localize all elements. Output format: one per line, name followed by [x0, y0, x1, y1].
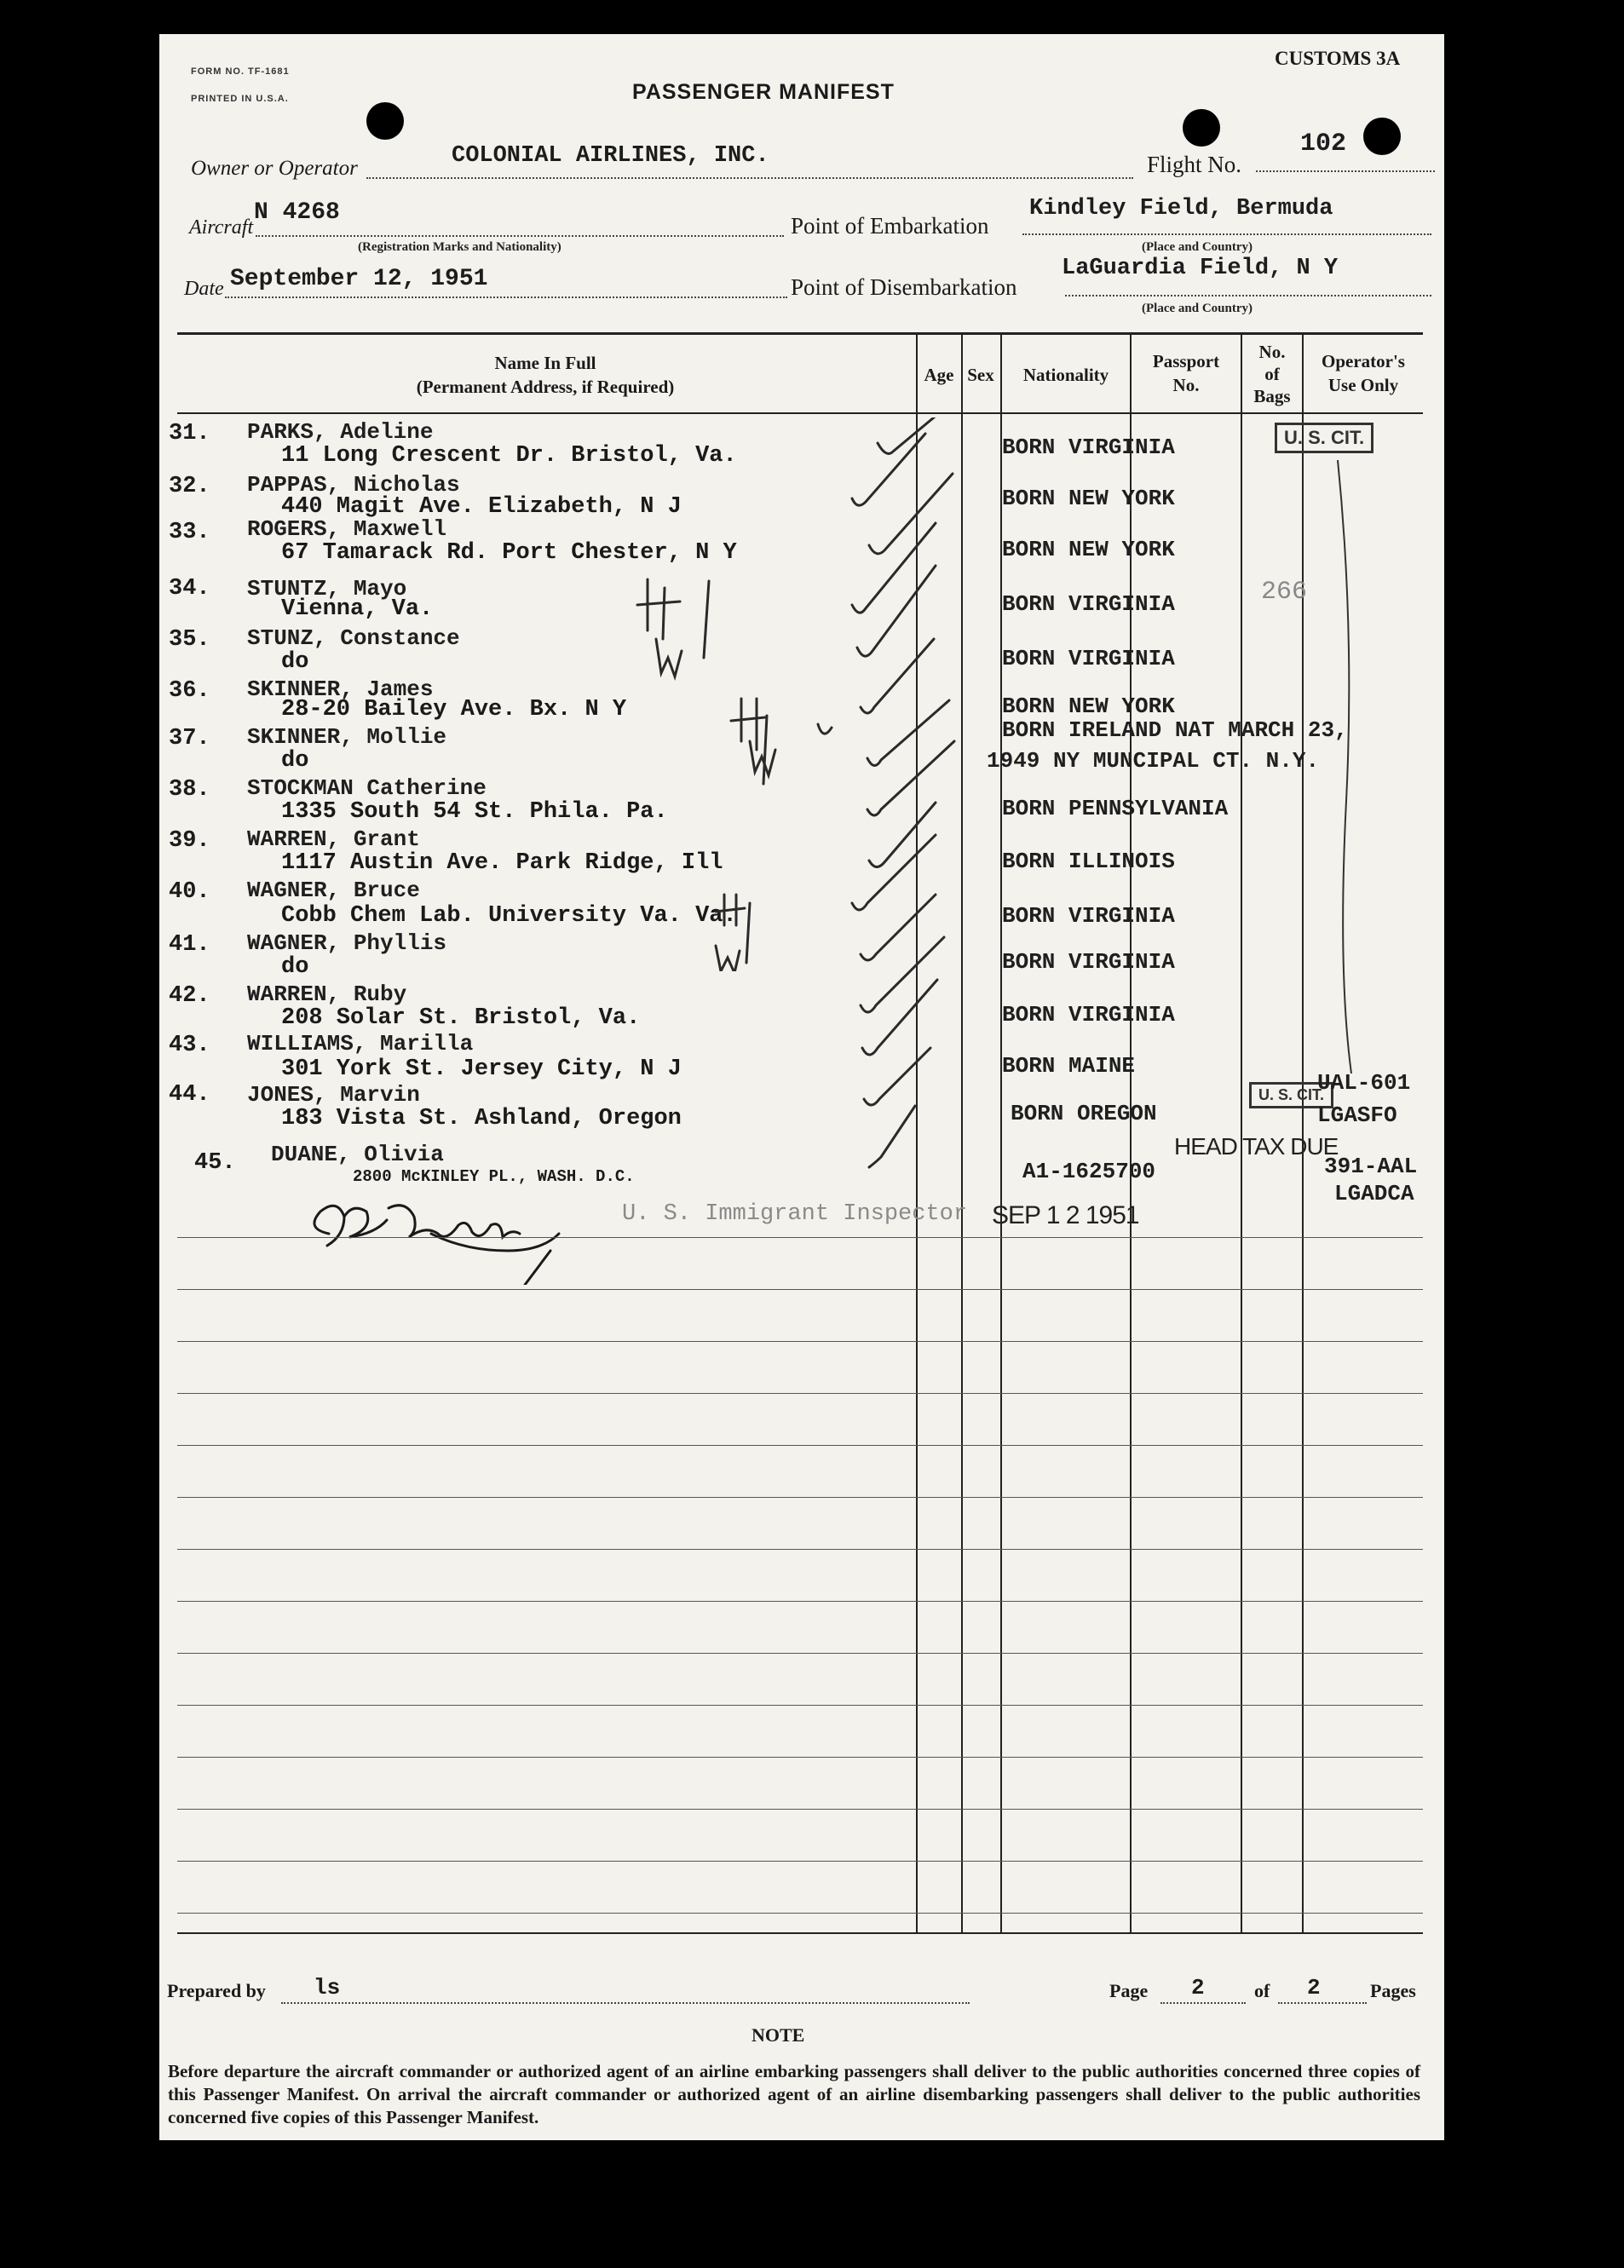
punch-hole — [1363, 118, 1401, 155]
passenger-address: 28-20 Bailey Ave. Bx. N Y — [281, 697, 627, 722]
nationality-continuation: 1949 NY MUNCIPAL CT. N.Y. — [987, 748, 1320, 774]
row-number: 34. — [169, 576, 210, 602]
embark-caption: (Place and Country) — [1142, 240, 1253, 254]
passenger-name: SKINNER, James — [247, 676, 434, 702]
passenger-address: 440 Magit Ave. Elizabeth, N J — [281, 494, 682, 520]
row-number: 37. — [169, 726, 210, 751]
col-header-operator-1: Operator's — [1322, 351, 1405, 371]
passenger-address: 1335 South 54 St. Phila. Pa. — [281, 799, 668, 825]
passenger-nationality: BORN VIRGINIA — [1002, 591, 1175, 617]
passenger-address: 67 Tamarack Rd. Port Chester, N Y — [281, 540, 737, 566]
passenger-nationality: BORN MAINE — [1002, 1053, 1136, 1079]
table-top-border — [177, 332, 1423, 335]
prepared-dots — [281, 2002, 970, 2004]
ruled-line — [177, 1393, 1423, 1394]
passenger-address: 11 Long Crescent Dr. Bristol, Va. — [281, 443, 737, 469]
of-dots — [1278, 2002, 1367, 2004]
passenger-address: 183 Vista St. Ashland, Oregon — [281, 1106, 682, 1131]
aircraft-caption: (Registration Marks and Nationality) — [358, 240, 561, 254]
passenger-name: PAPPAS, Nicholas — [247, 472, 460, 498]
col-header-sex: Sex — [967, 365, 994, 385]
passenger-nationality: BORN NEW YORK — [1002, 486, 1175, 511]
us-citizen-stamp-2: U. S. CIT. — [1249, 1082, 1333, 1108]
disembark-dots — [1065, 295, 1431, 296]
row-number: 44. — [169, 1082, 210, 1108]
pages-label: Pages — [1370, 1980, 1416, 2001]
passenger-nationality: BORN NEW YORK — [1002, 537, 1175, 562]
row-number: 31. — [169, 421, 210, 446]
ruled-line — [177, 1445, 1423, 1446]
col-header-nationality: Nationality — [1022, 365, 1109, 385]
page-label: Page — [1109, 1980, 1149, 2001]
handwriting-check-marks — [818, 417, 1014, 1184]
flight-dots — [1256, 170, 1435, 172]
ruled-line — [177, 1809, 1423, 1810]
ruled-line — [177, 1653, 1423, 1654]
passenger-nationality: BORN PENNSYLVANIA — [1002, 796, 1229, 821]
owner-label: Owner or Operator — [191, 157, 358, 180]
col-header-operator-2: Use Only — [1327, 375, 1399, 395]
lgasfo-code: LGASFO — [1317, 1102, 1397, 1128]
ruled-line — [177, 1289, 1423, 1290]
col-header-bags-1: No. — [1258, 342, 1286, 362]
table-header-border — [177, 412, 1423, 414]
punch-hole — [1183, 109, 1220, 147]
ruled-line — [177, 1705, 1423, 1706]
col-header-name — [256, 351, 835, 399]
page-title: PASSENGER MANIFEST — [632, 80, 895, 104]
ruled-line — [177, 1861, 1423, 1862]
passenger-nationality: BORN VIRGINIA — [1002, 903, 1175, 929]
passenger-nationality: BORN VIRGINIA — [1002, 435, 1175, 460]
col-header-bags-3: Bags — [1253, 386, 1291, 406]
passenger-nationality: BORN VIRGINIA — [1002, 646, 1175, 671]
row-number: 35. — [169, 627, 210, 653]
note-title: NOTE — [752, 2024, 805, 2046]
ruled-line — [177, 1237, 1423, 1238]
owner-value: COLONIAL AIRLINES, INC. — [452, 143, 769, 169]
col-header-passport-2: No. — [1172, 375, 1200, 395]
embark-label: Point of Embarkation — [791, 213, 989, 239]
disembark-caption: (Place and Country) — [1142, 302, 1253, 315]
flight-value: 102 — [1300, 130, 1347, 158]
passenger-name: ROGERS, Maxwell — [247, 516, 447, 542]
passenger-address: do — [281, 954, 309, 980]
handwriting-marks — [631, 571, 844, 971]
inspector-signature — [303, 1191, 585, 1285]
inspector-label: U. S. Immigrant Inspector — [622, 1201, 968, 1227]
row-number: 40. — [169, 879, 210, 905]
customs-label: CUSTOMS 3A — [1275, 48, 1401, 69]
prepared-value: ls — [314, 1975, 341, 2000]
embark-value: Kindley Field, Bermuda — [1029, 196, 1333, 222]
page-dots — [1160, 2002, 1246, 2004]
row-number: 32. — [169, 474, 210, 499]
of-label: of — [1254, 1980, 1270, 2001]
table-bottom-border — [177, 1932, 1423, 1934]
page-value: 2 — [1191, 1975, 1205, 2000]
passenger-name: STUNTZ, Mayo — [247, 576, 407, 602]
printed-in: PRINTED IN U.S.A. — [191, 94, 289, 104]
col-header-operator — [1304, 349, 1423, 397]
bags-count: 266 — [1261, 578, 1308, 607]
aircraft-value: N 4268 — [254, 199, 340, 226]
row-number: 41. — [169, 932, 210, 958]
col-header-bags-2: of — [1264, 364, 1280, 384]
passenger-address: 301 York St. Jersey City, N J — [281, 1056, 682, 1082]
passenger-nationality: BORN OREGON — [1011, 1101, 1157, 1126]
passenger-name: WARREN, Grant — [247, 826, 420, 852]
row-number: 38. — [169, 777, 210, 803]
row-number: 33. — [169, 520, 210, 545]
col-header-age: Age — [924, 365, 954, 385]
aal-code: 391-AAL — [1324, 1154, 1418, 1179]
row-number: 45. — [194, 1150, 236, 1176]
embark-dots — [1022, 233, 1431, 235]
row-number: 39. — [169, 828, 210, 854]
col-header-passport — [1132, 349, 1241, 397]
aircraft-label: Aircraft — [189, 216, 254, 239]
disembark-value: LaGuardia Field, N Y — [1062, 256, 1339, 281]
passenger-nationality: BORN VIRGINIA — [1002, 949, 1175, 975]
row-number: 43. — [169, 1033, 210, 1058]
passenger-name: SKINNER, Mollie — [247, 724, 447, 750]
row-number: 42. — [169, 983, 210, 1009]
passenger-nationality: A1-1625700 — [1022, 1159, 1156, 1184]
passenger-nationality: BORN NEW YORK — [1002, 694, 1175, 719]
passenger-name: PARKS, Adeline — [247, 419, 434, 445]
passenger-name: STUNZ, Constance — [247, 625, 460, 651]
passenger-name: JONES, Marvin — [247, 1082, 420, 1108]
aircraft-dots — [256, 235, 784, 237]
ruled-line — [177, 1497, 1423, 1498]
passenger-name: WILLIAMS, Marilla — [247, 1031, 474, 1056]
inspection-date: SEP 1 2 1951 — [992, 1201, 1139, 1229]
ruled-line — [177, 1601, 1423, 1602]
date-dots — [225, 296, 787, 298]
head-tax-stamp: HEAD TAX DUE — [1174, 1133, 1339, 1160]
col-line-passport — [1130, 332, 1132, 1934]
col-header-name-sub: (Permanent Address, if Required) — [416, 377, 675, 397]
passenger-name: DUANE, Olivia — [271, 1142, 444, 1167]
passenger-address: 208 Solar St. Bristol, Va. — [281, 1005, 641, 1031]
col-header-bags — [1242, 341, 1302, 407]
passenger-address: Cobb Chem Lab. University Va. Va. — [281, 903, 737, 929]
bracket-line — [1329, 460, 1363, 1074]
col-header-name-title: Name In Full — [494, 353, 596, 373]
disembark-label: Point of Disembarkation — [791, 274, 1017, 300]
us-citizen-stamp: U. S. CIT. — [1275, 423, 1373, 453]
passenger-address: 1117 Austin Ave. Park Ridge, Ill — [281, 850, 723, 876]
punch-hole — [366, 102, 404, 140]
row-number: 36. — [169, 678, 210, 704]
passenger-nationality: BORN IRELAND NAT MARCH 23, — [1002, 717, 1348, 743]
prepared-label: Prepared by — [167, 1980, 266, 2001]
passenger-address: do — [281, 748, 309, 774]
ruled-line — [177, 1913, 1423, 1914]
date-label: Date — [184, 278, 224, 300]
passenger-name: STOCKMAN Catherine — [247, 775, 487, 801]
ruled-line — [177, 1341, 1423, 1342]
flight-label: Flight No. — [1147, 152, 1242, 177]
passenger-nationality: BORN ILLINOIS — [1002, 849, 1175, 874]
col-header-passport-1: Passport — [1152, 351, 1220, 371]
passenger-name: WARREN, Ruby — [247, 981, 407, 1007]
date-value: September 12, 1951 — [230, 266, 488, 292]
passenger-address: Vienna, Va. — [281, 596, 434, 622]
passenger-nationality: BORN VIRGINIA — [1002, 1002, 1175, 1028]
passenger-name: WAGNER, Bruce — [247, 878, 420, 903]
form-number: FORM NO. TF-1681 — [191, 66, 290, 77]
lgadca-code: LGADCA — [1334, 1181, 1414, 1206]
note-text: Before departure the aircraft commander or authorized agent of an airline embarking passengers shall deliver to the public authorities concerned three copies of this Passenger Manifest. On arrival the aircraft commander or authorized agent of an airline disembarking passengers shall deliver to the public authorities concerned five copies of this Passenger Manifest. — [168, 2061, 1420, 2127]
of-value: 2 — [1307, 1975, 1321, 2000]
ruled-line — [177, 1549, 1423, 1550]
passenger-address: 2800 McKINLEY PL., WASH. D.C. — [353, 1167, 635, 1186]
ual-code: UAL-601 — [1317, 1070, 1411, 1096]
ruled-line — [177, 1757, 1423, 1758]
owner-dots — [366, 177, 1133, 179]
passenger-name: WAGNER, Phyllis — [247, 930, 447, 956]
passenger-address: do — [281, 649, 309, 675]
